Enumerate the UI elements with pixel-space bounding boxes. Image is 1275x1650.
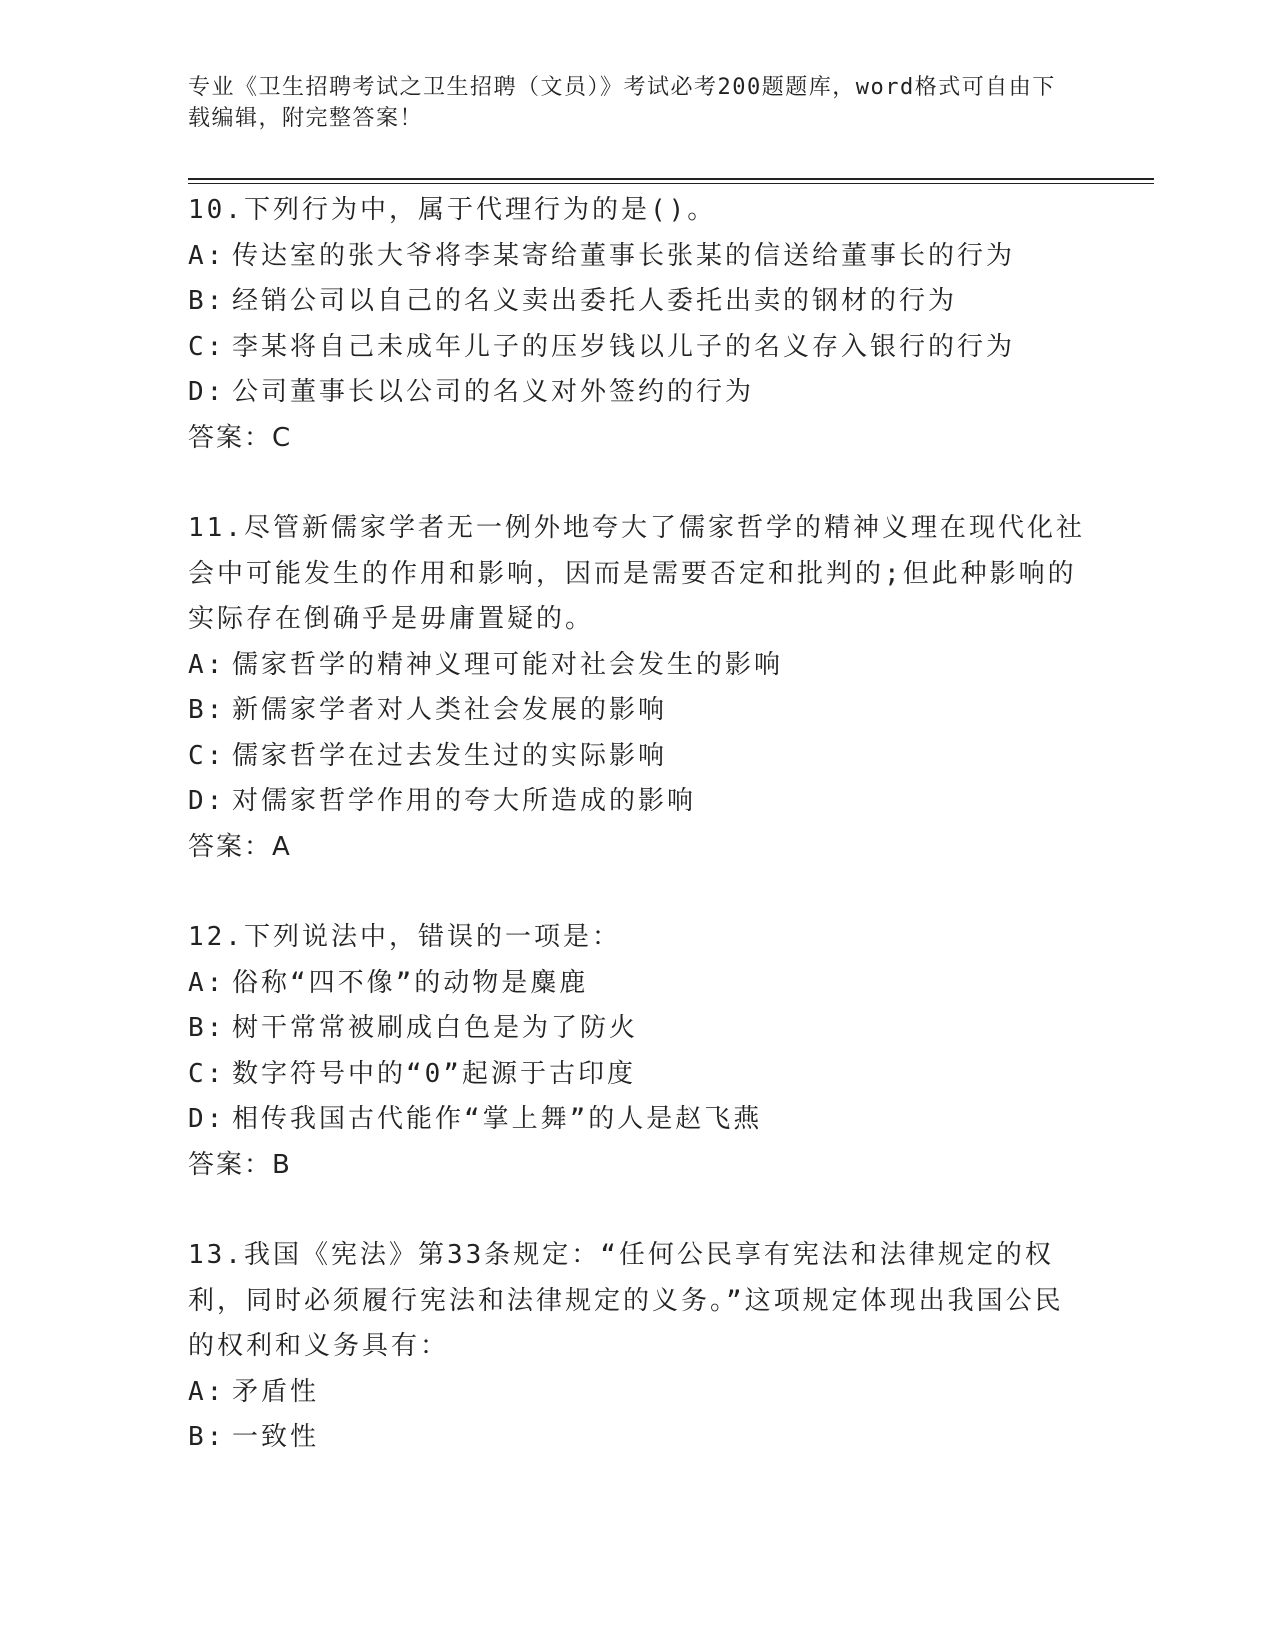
option-text: 树干常常被刷成白色是为了防火 [232,1013,639,1043]
question-list [188,188,1088,1461]
option-text: 对儒家哲学作用的夸大所造成的影响 [232,786,697,816]
spacer [188,461,1088,506]
option-letter: D: [188,786,226,816]
option-letter: C: [188,331,226,362]
answer-label: 答案： [188,422,273,453]
question-12 [188,915,1088,1188]
option-b [188,1006,1088,1052]
option-text: 李某将自己未成年儿子的压岁钱以儿子的名义存入银行的行为 [232,331,1016,362]
option-text: 儒家哲学在过去发生过的实际影响 [232,740,668,771]
answer-line [188,825,1088,871]
option-letter: D: [188,377,226,407]
question-10 [188,188,1088,461]
option-a [188,961,1088,1007]
answer-value: B [272,1149,292,1180]
option-text: 公司董事长以公司的名义对外签约的行为 [232,377,755,407]
option-text: 一致性 [232,1422,320,1452]
option-text: 儒家哲学的精神义理可能对社会发生的影响 [232,649,784,680]
spacer [188,1188,1088,1233]
option-text: 数字符号中的“0”起源于古印度 [232,1058,636,1089]
question-13 [188,1233,1088,1461]
option-d [188,779,1088,825]
option-c [188,1052,1088,1098]
spacer [188,870,1088,915]
option-letter: D: [188,1104,226,1134]
option-letter: B: [188,1013,226,1043]
answer-value: C [272,422,293,453]
option-letter: C: [188,740,226,771]
option-letter: B: [188,695,226,725]
option-d [188,370,1088,416]
question-text: 13.我国《宪法》第33条规定：“任何公民享有宪法和法律规定的权利，同时必须履行宪法和法律规定的义务。”这项规定体现出我国公民的权利和义务具有： [188,1240,1064,1361]
option-text: 经销公司以自己的名义卖出委托人委托出卖的钢材的行为 [232,286,958,316]
option-a [188,1370,1088,1416]
question-text: 11.尽管新儒家学者无一例外地夸大了儒家哲学的精神义理在现代化社会中可能发生的作用和影响，因而是需要否定和批判的;但此种影响的实际存在倒确乎是毋庸置疑的。 [188,513,1085,634]
option-b [188,1415,1088,1461]
answer-line [188,1143,1088,1189]
question-11 [188,506,1088,870]
option-letter: A: [188,240,226,271]
option-text: 矛盾性 [232,1376,320,1407]
answer-line [188,416,1088,462]
option-text: 新儒家学者对人类社会发展的影响 [232,695,668,725]
document-header: 专业《卫生招聘考试之卫生招聘（文员）》考试必考200题题库，word格式可自由下载编辑，附完整答案！ [188,75,1056,131]
option-letter: C: [188,1058,226,1089]
option-letter: A: [188,649,226,680]
question-text: 12.下列说法中，错误的一项是： [188,922,621,952]
header-divider-thin [188,183,1154,184]
option-d [188,1097,1088,1143]
answer-label: 答案： [188,831,273,862]
option-text: 俗称“四不像”的动物是麋鹿 [232,967,589,998]
question-text: 10.下列行为中，属于代理行为的是()。 [188,195,717,225]
header-divider [188,178,1154,180]
option-b [188,688,1088,734]
answer-label: 答案： [188,1149,273,1180]
option-letter: B: [188,286,226,316]
option-a [188,643,1088,689]
option-letter: A: [188,1376,226,1407]
option-text: 传达室的张大爷将李某寄给董事长张某的信送给董事长的行为 [232,240,1016,271]
option-letter: A: [188,967,226,998]
option-c [188,325,1088,371]
option-a [188,234,1088,280]
option-text: 相传我国古代能作“掌上舞”的人是赵飞燕 [232,1104,763,1134]
option-c [188,734,1088,780]
option-b [188,279,1088,325]
option-letter: B: [188,1422,226,1452]
answer-value: A [272,831,292,862]
